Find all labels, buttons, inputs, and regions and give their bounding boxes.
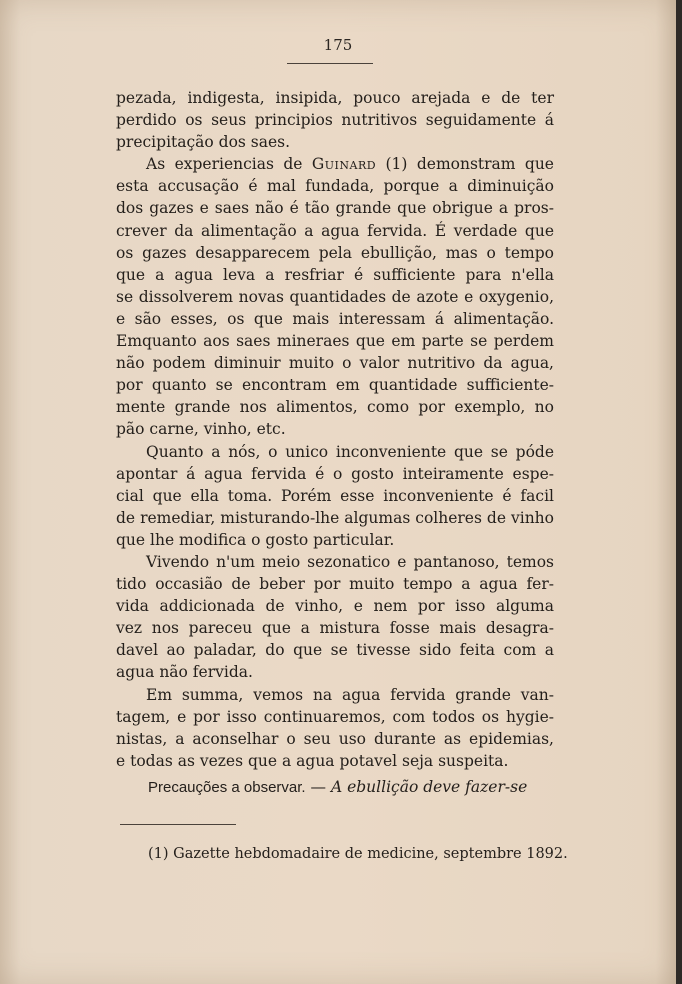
section-heading <box>148 778 554 796</box>
body-text <box>116 87 554 772</box>
text-line: mente grande nos alimentos, como por exemplo, no <box>116 398 554 417</box>
text-line: Em summa, vemos na agua fervida grande van- <box>146 685 554 704</box>
text-line: Emquanto aos saes mineraes que em parte se perdem <box>116 332 554 351</box>
page-number: 175 <box>323 36 353 54</box>
text-line: esta accusação é mal fundada, porque a diminuição <box>116 177 554 196</box>
text-line: davel ao paladar, do que se tivesse sido feita com a <box>116 641 554 660</box>
text-line: vez nos pareceu que a mistura fosse mais desagra- <box>116 619 554 638</box>
text-line: perdido os seus principios nutritivos seguidamente á <box>116 111 554 130</box>
text-line: agua não fervida. <box>116 663 253 682</box>
text-line: nistas, a aconselhar o seu uso durante as epidemias, <box>116 729 554 748</box>
text-line: Quanto a nós, o unico inconveniente que se póde <box>146 442 554 461</box>
text-line: pezada, indigesta, insipida, pouco arejada e de ter <box>116 89 554 107</box>
text-line: os gazes desapparecem pela ebullição, mas o tempo <box>116 243 554 262</box>
text-line: cial que ella toma. Porém esse inconveniente é facil <box>116 486 554 505</box>
text-line: vida addicionada de vinho, e nem por isso alguma <box>116 597 554 616</box>
section-text: A ebullição deve fazer-se <box>330 778 528 796</box>
text-line: dos gazes e saes não é tão grande que obrigue a pros- <box>116 199 554 218</box>
text-line: de remediar, misturando-lhe algumas colheres de vinho <box>116 508 554 527</box>
text-line: por quanto se encontram em quantidade sufficiente- <box>116 376 554 395</box>
text-line: crever da alimentação a agua fervida. É verdade que <box>116 221 554 240</box>
text-line: se dissolverem novas quantidades de azote e oxygenio, <box>116 287 554 306</box>
author-name: Guinard <box>311 155 377 174</box>
text-line: e são esses, os que mais interessam á alimentação. <box>116 309 554 328</box>
text-line: e todas as vezes que a agua potavel seja suspeita. <box>116 751 509 770</box>
text-line: não podem diminuir muito o valor nutritivo da agua, <box>116 354 554 373</box>
text-fragment: As experiencias de <box>146 155 303 174</box>
text-line: tagem, e por isso continuaremos, com todos os hygie- <box>116 707 554 726</box>
header-rule <box>287 63 373 64</box>
footnote: (1) Gazette hebdomadaire de medicine, septembre 1892. <box>148 846 568 862</box>
section-label: Precauções a observar. <box>148 779 306 796</box>
footnote-rule <box>120 824 236 825</box>
text-line: que lhe modifica o gosto particular. <box>116 530 395 549</box>
text-line <box>116 153 554 175</box>
text-line: Vivendo n'um meio sezonatico e pantanoso, temos <box>146 552 554 571</box>
text-line: precipitação dos saes. <box>116 133 291 152</box>
text-fragment: (1) demonstram que <box>385 155 554 174</box>
page-edge <box>676 0 682 984</box>
section-dash: — <box>305 778 331 796</box>
text-line: apontar á agua fervida é o gosto inteiramente espe- <box>116 464 554 483</box>
text-line: que a agua leva a resfriar é sufficiente para n'ella <box>116 265 554 284</box>
text-line: tido occasião de beber por muito tempo a agua fer- <box>116 575 554 594</box>
text-line: pão carne, vinho, etc. <box>116 420 286 439</box>
